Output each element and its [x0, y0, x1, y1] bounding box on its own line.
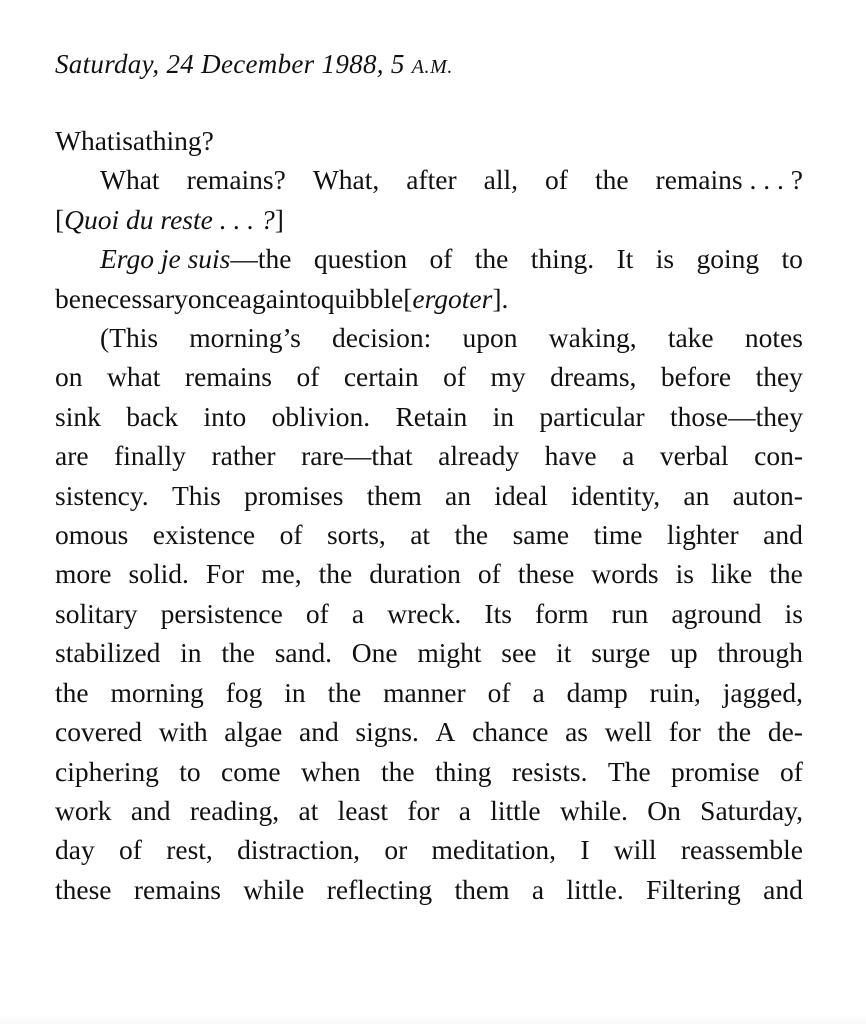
text-line [55, 318, 803, 357]
word: little [490, 794, 541, 826]
word: wreck. [387, 597, 462, 629]
word: on [55, 361, 83, 393]
word: in [180, 637, 202, 669]
word: surge [591, 637, 651, 669]
word: oblivion. [271, 400, 371, 432]
word: rest, [166, 834, 213, 866]
word: already [438, 440, 520, 472]
word: the [221, 637, 255, 669]
word: to [179, 755, 201, 787]
word: the [327, 676, 362, 708]
text-line [55, 752, 803, 791]
word: Retain [395, 400, 468, 432]
word: after [406, 164, 457, 196]
text-line [55, 160, 803, 199]
word: algae [224, 716, 283, 748]
word: identity, [571, 479, 661, 511]
word: quibble [320, 282, 404, 314]
word: jagged, [722, 676, 803, 708]
text-line [55, 357, 803, 396]
word: morning’s [189, 322, 301, 354]
word: notes [744, 322, 803, 354]
word: going [696, 243, 760, 275]
text-line [55, 200, 803, 239]
word: Saturday, [700, 794, 803, 826]
word: necessary [80, 282, 188, 314]
word: of [119, 834, 142, 866]
word: aground [671, 597, 762, 629]
word: as [565, 716, 589, 748]
text-line [55, 121, 803, 160]
word: a [531, 873, 545, 905]
word: of [296, 361, 320, 393]
word: Quoi du reste . . . ? [64, 203, 275, 235]
word: while [243, 873, 305, 905]
word: rare—that [301, 440, 413, 472]
word: duration [369, 558, 461, 590]
word: upon [462, 322, 518, 354]
body-text [55, 121, 803, 909]
word: reassemble [680, 834, 803, 866]
word: to [781, 243, 803, 275]
word: ergoter [412, 282, 493, 314]
word: decision: [332, 322, 432, 354]
word: question [313, 243, 408, 275]
word: it [556, 637, 572, 669]
paragraph [55, 318, 803, 909]
text-line [55, 633, 803, 672]
word: the [454, 519, 489, 551]
word: thing [434, 755, 492, 787]
text-line [55, 791, 803, 830]
word: thing? [145, 125, 214, 156]
word: again [239, 282, 300, 314]
word: ]. [492, 282, 509, 314]
word: resists. [511, 755, 588, 787]
text-line [55, 712, 803, 751]
word: these [517, 558, 575, 590]
word: them [366, 479, 422, 511]
word: form [535, 597, 589, 629]
word: I [580, 834, 590, 866]
word: to [299, 282, 321, 314]
word: those—they [670, 400, 803, 432]
text-line [55, 436, 803, 475]
word: de- [767, 716, 803, 748]
word: see [501, 637, 537, 669]
word: solitary [55, 597, 138, 629]
word: sink [55, 400, 101, 432]
word: remains . . . ? [655, 164, 803, 196]
word: persistence [160, 597, 283, 629]
word: and [130, 794, 171, 826]
word: are [55, 440, 89, 472]
word: the [380, 755, 415, 787]
word: sand. [274, 637, 332, 669]
word: promises [244, 479, 344, 511]
word: omous [55, 519, 129, 551]
word: damp [566, 676, 628, 708]
word: existence [152, 519, 256, 551]
word: [ [403, 282, 413, 314]
word: the [594, 164, 629, 196]
page-bottom-edge [0, 1014, 866, 1024]
word: of [279, 519, 303, 551]
word: in [492, 400, 514, 432]
word: a [532, 676, 545, 708]
date-heading-date: Saturday, 24 December 1988, 5 [55, 49, 412, 79]
word: least [337, 794, 389, 826]
word: What [100, 164, 160, 196]
word: of [305, 597, 329, 629]
word: they [755, 361, 803, 393]
word: me, [261, 558, 302, 590]
word: ] [274, 203, 284, 235]
word: will [613, 834, 657, 866]
word: when [300, 755, 361, 787]
word: remains? [186, 164, 286, 196]
paragraph [55, 121, 803, 160]
word: remains [184, 361, 272, 393]
word: these [55, 873, 112, 905]
word: is [784, 597, 803, 629]
word: with [158, 716, 208, 748]
word: a [132, 125, 146, 156]
word: One [351, 637, 398, 669]
word: the [55, 676, 89, 708]
word: time [593, 519, 643, 551]
word: ciphering [55, 755, 159, 787]
word: while. [559, 794, 628, 826]
word: the [318, 558, 353, 590]
word: —the [230, 243, 292, 275]
word: run [611, 597, 649, 629]
word: at [298, 794, 319, 826]
word: chance [472, 716, 549, 748]
word: an [683, 479, 710, 511]
word: an [445, 479, 471, 511]
word: sistency. [55, 479, 149, 511]
word: waking, [548, 322, 637, 354]
word: verbal [659, 440, 729, 472]
word: ideal [494, 479, 548, 511]
text-line [55, 554, 803, 593]
word: well [604, 716, 653, 748]
text-line [55, 673, 803, 712]
word: certain [343, 361, 419, 393]
word: for [668, 716, 701, 748]
word: words [591, 558, 659, 590]
word: into [203, 400, 247, 432]
word: morning [110, 676, 204, 708]
word: dreams, [550, 361, 637, 393]
word: of [443, 361, 467, 393]
word: of [477, 558, 501, 590]
word: and [763, 873, 803, 905]
word: This [171, 479, 221, 511]
word: same [512, 519, 570, 551]
word: [ [55, 203, 65, 235]
word: stabilized [55, 637, 161, 669]
word: Filtering [646, 873, 741, 905]
text-line [55, 594, 803, 633]
word: is [114, 125, 133, 156]
word: before [660, 361, 732, 393]
word: is [675, 558, 694, 590]
word: day [55, 834, 95, 866]
word: in [284, 676, 306, 708]
word: the [474, 243, 509, 275]
text-column [55, 44, 803, 909]
date-heading-meridiem: A.M. [411, 56, 453, 78]
word: A [435, 716, 456, 748]
word: (This [100, 322, 159, 354]
word: promise [671, 755, 760, 787]
word: of [780, 755, 803, 787]
word: sorts, [326, 519, 386, 551]
word: auton- [732, 479, 803, 511]
text-line [55, 476, 803, 515]
word: Its [484, 597, 512, 629]
word: reading, [189, 794, 280, 826]
word: lighter [666, 519, 739, 551]
paragraph [55, 160, 803, 239]
word: fog [225, 676, 263, 708]
word: of [545, 164, 568, 196]
word: the [769, 558, 803, 590]
word: for [407, 794, 440, 826]
word: like [711, 558, 753, 590]
word: work [55, 794, 112, 826]
word: the [717, 716, 752, 748]
word: them [454, 873, 510, 905]
text-line [55, 515, 803, 554]
word: The [607, 755, 651, 787]
text-line [55, 870, 803, 909]
word: of [429, 243, 453, 275]
word: take [667, 322, 714, 354]
word: might [417, 637, 482, 669]
word: distraction, [237, 834, 361, 866]
word: thing. [530, 243, 595, 275]
word: con- [754, 440, 803, 472]
text-line [55, 279, 803, 318]
word: a [458, 794, 471, 826]
word: signs. [355, 716, 419, 748]
word: have [544, 440, 597, 472]
word: and [299, 716, 339, 748]
word-group [100, 239, 291, 278]
word: my [490, 361, 526, 393]
word: back [126, 400, 179, 432]
word: For [205, 558, 245, 590]
word: remains [133, 873, 221, 905]
word: come [221, 755, 281, 787]
word: ruin, [649, 676, 701, 708]
word: through [717, 637, 803, 669]
word: is [655, 243, 675, 275]
text-line [55, 830, 803, 869]
word: solid. [128, 558, 189, 590]
word: finally [114, 440, 186, 472]
paragraph [55, 239, 803, 318]
word: manner [383, 676, 466, 708]
text-line [55, 397, 803, 436]
word: little. [566, 873, 624, 905]
word: covered [55, 716, 143, 748]
word: rather [211, 440, 276, 472]
word: What, [312, 164, 380, 196]
word: and [763, 519, 803, 551]
word: at [410, 519, 431, 551]
word: What [55, 125, 115, 156]
text-line [55, 239, 803, 278]
word: of [487, 676, 511, 708]
word: reflecting [326, 873, 433, 905]
word: once [187, 282, 240, 314]
word: Ergo je suis [100, 243, 231, 275]
word: particular [539, 400, 645, 432]
date-heading [55, 44, 803, 87]
word: what [106, 361, 161, 393]
word: It [616, 243, 634, 275]
word: or [384, 834, 408, 866]
word: all, [483, 164, 519, 196]
word: be [55, 282, 81, 314]
word: up [670, 637, 698, 669]
word: more [55, 558, 112, 590]
word: On [647, 794, 681, 826]
word: meditation, [431, 834, 557, 866]
word: a [622, 440, 635, 472]
word: a [351, 597, 365, 629]
